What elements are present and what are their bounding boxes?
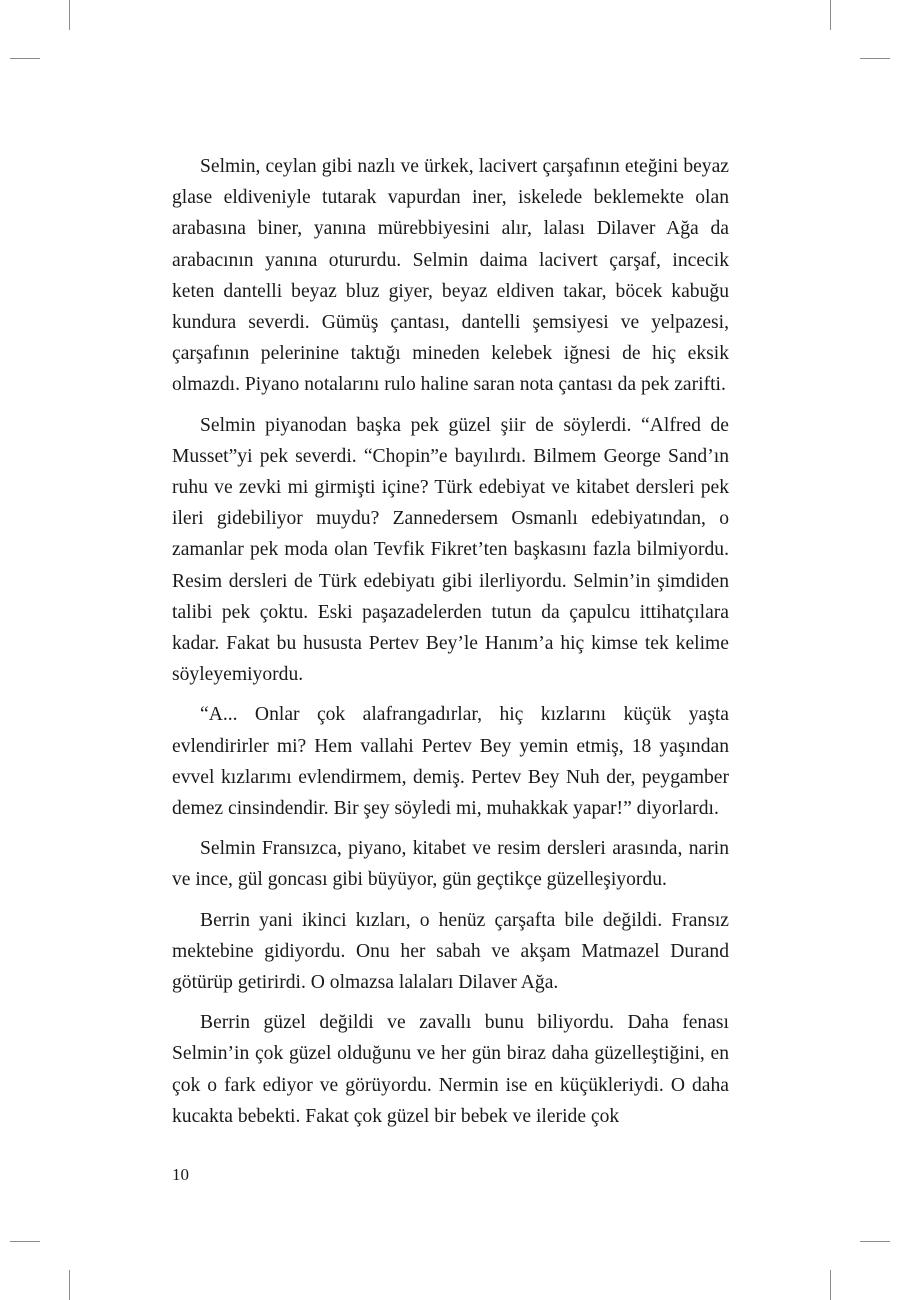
body-text (172, 151, 729, 1141)
crop-mark-top-right (830, 0, 831, 30)
crop-mark-bottom-left (10, 1241, 40, 1242)
paragraph: “A... Onlar çok alafrangadırlar, hiç kızlarını küçük yaşta evlendirirler mi? Hem vallahi Pertev Bey yemin etmiş, 18 yaşından evvel kızlarımı evlendirmem, demiş. Pertev Bey Nuh der, peygamber demez cinsindendir. Bir şey söyledi mi, muhakkak yapar!” diyorlardı. (172, 704, 729, 820)
crop-mark-bottom-left (69, 1270, 70, 1300)
paragraph: Selmin Fransızca, piyano, kitabet ve resim dersleri arasında, narin ve ince, gül goncası gibi büyüyor, gün geçtikçe güzelleşiyordu. (172, 838, 729, 891)
crop-mark-top-left (10, 58, 40, 59)
paragraph: Selmin, ceylan gibi nazlı ve ürkek, lacivert çarşafının eteğini beyaz glase eldiveniyle tutarak vapurdan iner, iskelede beklemekte olan arabasına biner, yanına mürebbiyesini alır, lalası Dilaver Ağa da arabacının yanına otururdu. Selmin daima lacivert çarşaf, incecik keten dantelli beyaz bluz giyer, beyaz eldiven takar, böcek kabuğu kundura severdi. Gümüş çantası, dantelli şemsiyesi ve yelpazesi, çarşafının pelerinine taktığı mineden kelebek iğnesi de hiç eksik olmazdı. Piyano notalarını rulo haline saran nota çantası da pek zarifti. (172, 156, 729, 396)
crop-mark-top-right (860, 58, 890, 59)
paragraph: Berrin güzel değildi ve zavallı bunu biliyordu. Daha fenası Selmin’in çok güzel olduğunu ve her gün biraz daha güzelleştiğini, en çok o fark ediyor ve görüyordu. Nermin ise en küçükleriydi. O daha kucakta bebekti. Fakat çok güzel bir bebek ve ileride çok (172, 1012, 729, 1127)
crop-mark-bottom-right (830, 1270, 831, 1300)
page-number: 10 (172, 1165, 189, 1184)
paragraph: Berrin yani ikinci kızları, o henüz çarşafta bile değildi. Fransız mektebine gidiyordu. Onu her sabah ve akşam Matmazel Durand götürüp getirirdi. O olmazsa lalaları Dilaver Ağa. (172, 909, 729, 994)
paragraph: Selmin piyanodan başka pek güzel şiir de söylerdi. “Alfred de Musset”yi pek severdi. “Chopin”e bayılırdı. Bilmem George Sand’ın ruhu ve zevki mi girmişti içine? Türk edebiyat ve kitabet dersleri pek ileri gidebiliyor muydu? Zannedersem Osmanlı edebiyatından, o zamanlar pek moda olan Tevfik Fikret’ten başkasını fazla bilmiyordu. Resim dersleri de Türk edebiyatı gibi ilerliyordu. Selmin’in şimdiden talibi pek çoktu. Eski paşazadelerden tutun da çapulcu ittihatçılara kadar. Fakat bu hususta Pertev Bey’le Hanım’a hiç kimse tek kelime söyleyemiyordu. (172, 414, 729, 686)
crop-mark-top-left (69, 0, 70, 30)
crop-mark-bottom-right (860, 1241, 890, 1242)
